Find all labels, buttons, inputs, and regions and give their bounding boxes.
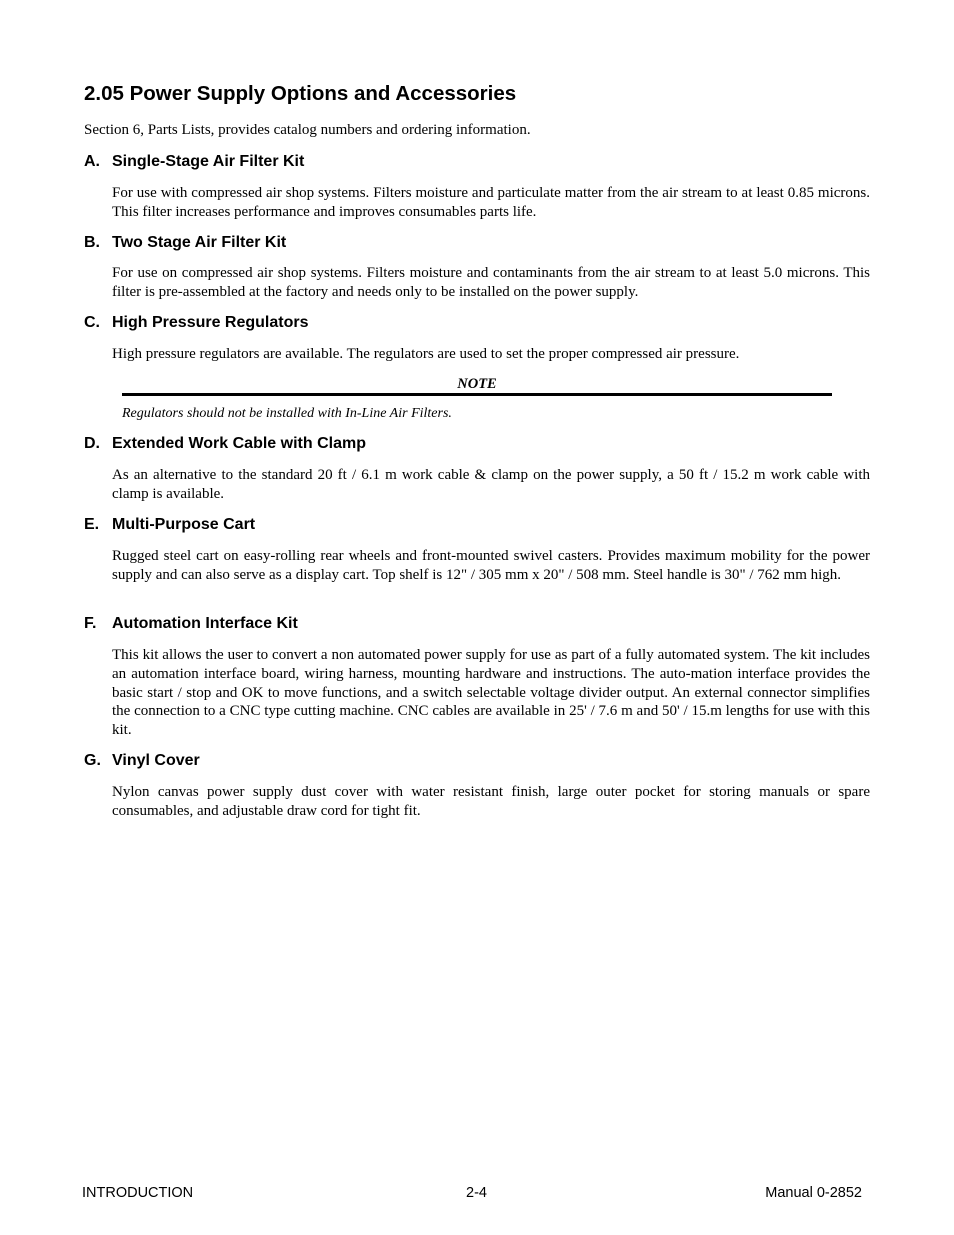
- section-title: Automation Interface Kit: [112, 615, 298, 632]
- section-d-body: As an alternative to the standard 20 ft / 6.1 m work cable & clamp on the power supply, a 50 ft / 15.2 m work cable with clamp is available.: [112, 467, 870, 502]
- section-letter: C.: [84, 314, 100, 331]
- section-c-body: High pressure regulators are available. The regulators are used to set the proper compressed air pressure.: [112, 346, 740, 362]
- section-c-heading: [84, 313, 309, 333]
- intro-text: Section 6, Parts Lists, provides catalog numbers and ordering information.: [84, 122, 531, 138]
- section-a-body: For use with compressed air shop systems. Filters moisture and particulate matter from the air stream to at least 0.85 microns. This filter increases performance and improves consumables parts life.: [112, 185, 870, 220]
- section-letter: E.: [84, 516, 100, 533]
- section-title: High Pressure Regulators: [112, 314, 309, 331]
- section-title: Two Stage Air Filter Kit: [112, 234, 287, 251]
- section-letter: A.: [84, 153, 100, 170]
- section-b-body: For use on compressed air shop systems. Filters moisture and contaminants from the air stream to at least 5.0 microns. This filter is pre-assembled at the factory and needs only to be installed on the power supply.: [112, 265, 870, 300]
- section-letter: G.: [84, 752, 101, 769]
- section-letter: B.: [84, 234, 100, 251]
- footer-section-name: INTRODUCTION: [82, 1185, 194, 1201]
- footer-page-number: 2-4: [466, 1185, 487, 1201]
- section-title: Vinyl Cover: [112, 752, 200, 769]
- section-g-heading: [84, 751, 200, 771]
- page-title: 2.05 Power Supply Options and Accessories: [84, 82, 517, 105]
- note-text: Regulators should not be installed with In-Line Air Filters.: [122, 406, 452, 421]
- section-b-heading: [84, 233, 286, 253]
- section-title: Multi-Purpose Cart: [112, 516, 256, 533]
- section-a-heading: [84, 152, 304, 172]
- section-letter: F.: [84, 615, 97, 632]
- section-title: Single-Stage Air Filter Kit: [112, 153, 305, 170]
- section-e-body: Rugged steel cart on easy-rolling rear wheels and front-mounted swivel casters. Provides maximum mobility for the power supply and can also serve as a display cart. Top shelf is 12" / 305 mm x 20" / 508 mm. Steel handle is 30" / 762 mm high.: [112, 548, 870, 583]
- footer-manual-number: Manual 0-2852: [765, 1185, 862, 1201]
- section-f-heading: [84, 614, 298, 634]
- note-label: NOTE: [457, 376, 497, 392]
- section-title: Extended Work Cable with Clamp: [112, 435, 366, 452]
- section-e-heading: [84, 515, 255, 535]
- section-f-body: This kit allows the user to convert a non automated power supply for use as part of a fully automated system. The kit includes an automation interface board, wiring harness, mounting hardware and instructions. The auto-mation interface provides the basic start / stop and OK to move functions, and a switch selectable voltage divider output. An external connector simplifies the connection to a CNC type cutting machine. CNC cables are available in 25' / 7.6 m and 50' / 15.m lengths for use with this kit.: [112, 647, 870, 739]
- section-d-heading: [84, 434, 366, 454]
- note-divider: [122, 393, 832, 396]
- section-g-body: Nylon canvas power supply dust cover with water resistant finish, large outer pocket for storing manuals or spare consumables, and adjustable draw cord for tight fit.: [112, 784, 870, 819]
- section-letter: D.: [84, 435, 100, 452]
